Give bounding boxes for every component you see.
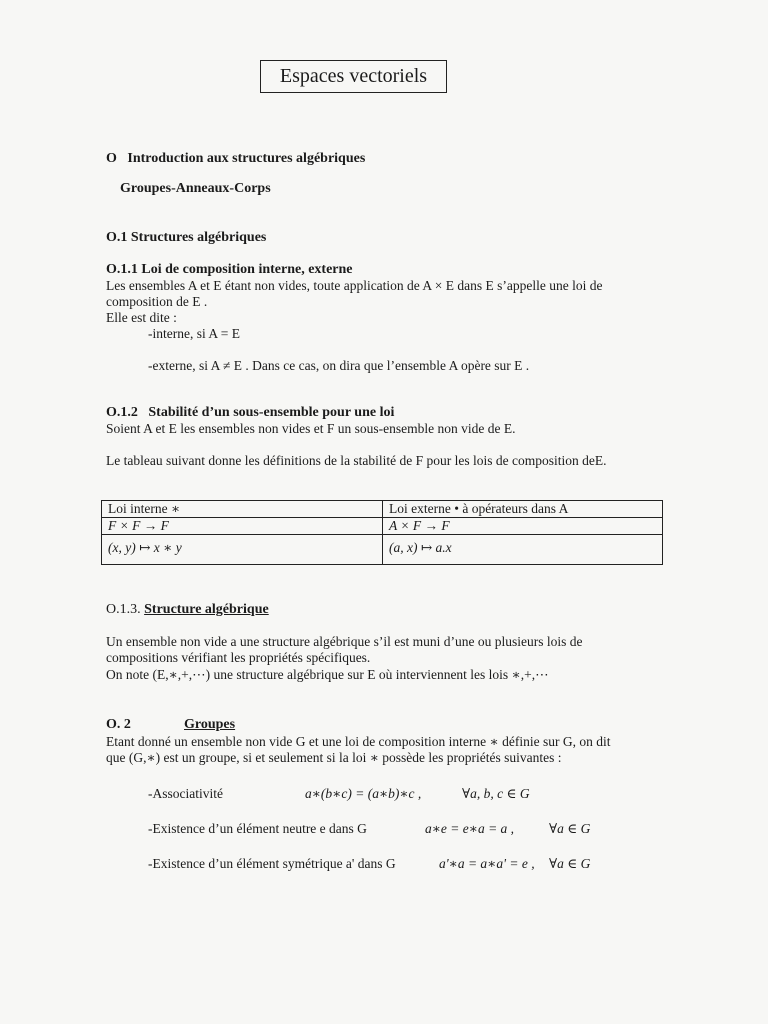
property-quantifier: ∀a ∈ G [549,821,591,836]
section-02-line-1: Etant donné un ensemble non vide G et une loi de composition interne ∗ définie sur G, on dit [106,734,611,749]
section-013-line-3: On note (E,∗,+,⋯) une structure algébrique sur E où interviennent les lois ∗,+,⋯ [106,667,549,682]
section-011-line-1: Les ensembles A et E étant non vides, toute application de A × E dans E s’appelle une loi de [106,278,603,293]
section-013-number: O.1.3. [106,602,141,617]
table-row [102,535,663,565]
property-formula: a∗(b∗c) = (a∗b)∗c , [305,786,422,801]
section-012-heading [106,405,394,421]
property-formula: a∗e = e∗a = a , [425,821,515,836]
document-title-text: Espaces vectoriels [279,65,428,87]
document-title [260,60,447,93]
property-formula: a'∗a = a∗a' = e , [439,856,535,871]
section-01-heading: O.1 Structures algébriques [106,230,267,245]
section-0-heading [106,151,365,167]
section-012-line-1: Soient A et E les ensembles non vides et F un sous-ensemble non vide de E. [106,421,516,436]
section-02-number: O. 2 [106,717,131,732]
property-label: -Existence d’un élément neutre e dans G [148,821,367,836]
property-label: -Associativité [148,786,223,801]
table-cell: (a, x) ↦ a.x [383,535,663,565]
section-012-number: O.1.2 [106,405,138,420]
section-011-interne: -interne, si A = E [148,326,240,341]
table-header-cell: Loi externe • à opérateurs dans A [383,501,663,518]
section-012-line-2: Le tableau suivant donne les définitions de la stabilité de F pour les lois de composition deE. [106,453,607,468]
section-0-number: O [106,151,117,166]
section-011-line-3: Elle est dite : [106,310,177,325]
section-012-title: Stabilité d’un sous-ensemble pour une loi [148,405,395,420]
table-row [102,518,663,535]
property-quantifier: ∀a ∈ G [549,856,591,871]
section-011-heading: O.1.1 Loi de composition interne, externe [106,262,353,277]
table-cell: (x, y) ↦ x ∗ y [102,535,383,565]
section-011-externe: -externe, si A ≠ E . Dans ce cas, on dira que l’ensemble A opère sur E . [148,358,530,373]
section-013-title: Structure algébrique [144,602,269,617]
table-cell: A × F → F [383,518,663,535]
property-label: -Existence d’un élément symétrique a' dans G [148,856,396,871]
section-013-heading [106,602,269,618]
section-0-title: Introduction aux structures algébriques [127,151,366,166]
section-02-title: Groupes [184,717,236,732]
table-header-cell: Loi interne ∗ [102,501,383,518]
section-0-subheading: Groupes-Anneaux-Corps [120,181,271,196]
table-header-row [102,501,663,518]
property-quantifier: ∀a, b, c ∈ G [462,786,530,801]
table-cell: F × F → F [102,518,383,535]
section-013-line-2: compositions vérifiant les propriétés spécifiques. [106,650,371,665]
stability-table [101,500,663,565]
section-02-line-2: que (G,∗) est un groupe, si et seulement si la loi ∗ possède les propriétés suivantes : [106,750,562,765]
section-013-line-1: Un ensemble non vide a une structure algébrique s’il est muni d’une ou plusieurs lois de [106,634,583,649]
section-011-line-2: composition de E . [106,294,208,309]
